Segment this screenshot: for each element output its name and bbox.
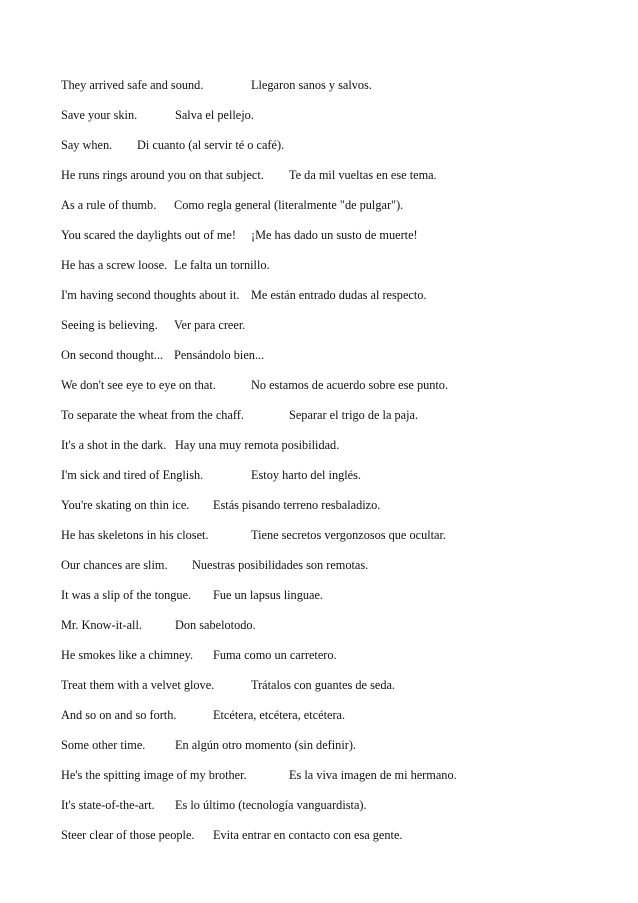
english-phrase: You're skating on thin ice. <box>61 498 190 512</box>
english-phrase: He smokes like a chimney. <box>61 648 194 662</box>
spanish-translation: Como regla general (literalmente "de pulgar"). <box>174 198 404 212</box>
spanish-translation: Estás pisando terreno resbaladizo. <box>213 498 381 512</box>
english-phrase: He has skeletons in his closet. <box>61 528 209 542</box>
spanish-translation: Pensándolo bien... <box>174 348 265 362</box>
spanish-translation: Separar el trigo de la paja. <box>289 408 419 422</box>
phrase-line-21 <box>61 676 621 694</box>
spanish-translation: Es la viva imagen de mi hermano. <box>289 768 457 782</box>
spanish-translation: Evita entrar en contacto con esa gente. <box>213 828 403 842</box>
spanish-translation: Etcétera, etcétera, etcétera. <box>213 708 346 722</box>
spanish-translation: Tiene secretos vergonzosos que ocultar. <box>251 528 447 542</box>
phrase-line-17 <box>61 556 621 574</box>
phrase-line-25 <box>61 796 621 814</box>
english-phrase: And so on and so forth. <box>61 708 177 722</box>
spanish-translation: Te da mil vueltas en ese tema. <box>289 168 437 182</box>
english-phrase: It's a shot in the dark. <box>61 438 167 452</box>
phrase-line-11 <box>61 376 621 394</box>
phrase-line-26 <box>61 826 621 844</box>
spanish-translation: Ver para creer. <box>174 318 246 332</box>
phrase-line-14 <box>61 466 621 484</box>
spanish-translation: No estamos de acuerdo sobre ese punto. <box>251 378 449 392</box>
english-phrase: Say when. <box>61 138 113 152</box>
spanish-translation: Estoy harto del inglés. <box>251 468 361 482</box>
phrase-line-1 <box>61 76 621 94</box>
spanish-translation: Le falta un tornillo. <box>174 258 270 272</box>
english-phrase: As a rule of thumb. <box>61 198 157 212</box>
spanish-translation: ¡Me has dado un susto de muerte! <box>251 228 418 242</box>
english-phrase: You scared the daylights out of me! <box>61 228 236 242</box>
spanish-translation: Fue un lapsus linguae. <box>213 588 323 602</box>
phrase-line-20 <box>61 646 621 664</box>
phrase-line-12 <box>61 406 621 424</box>
spanish-translation: Trátalos con guantes de seda. <box>251 678 396 692</box>
spanish-translation: Don sabelotodo. <box>175 618 256 632</box>
english-phrase: Seeing is believing. <box>61 318 158 332</box>
english-phrase: We don't see eye to eye on that. <box>61 378 216 392</box>
phrase-line-19 <box>61 616 621 634</box>
spanish-translation: Nuestras posibilidades son remotas. <box>192 558 369 572</box>
english-phrase: On second thought... <box>61 348 164 362</box>
english-phrase: Steer clear of those people. <box>61 828 195 842</box>
spanish-translation: Fuma como un carretero. <box>213 648 337 662</box>
spanish-translation: Salva el pellejo. <box>175 108 254 122</box>
phrase-line-23 <box>61 736 621 754</box>
phrase-line-2 <box>61 106 621 124</box>
english-phrase: Save your skin. <box>61 108 138 122</box>
english-phrase: It's state-of-the-art. <box>61 798 155 812</box>
spanish-translation: Hay una muy remota posibilidad. <box>175 438 340 452</box>
english-phrase: It was a slip of the tongue. <box>61 588 192 602</box>
spanish-translation: Di cuanto (al servir té o café). <box>137 138 285 152</box>
phrase-line-10 <box>61 346 621 364</box>
phrase-line-9 <box>61 316 621 334</box>
phrase-line-15 <box>61 496 621 514</box>
english-phrase: I'm having second thoughts about it. <box>61 288 240 302</box>
phrase-line-3 <box>61 136 621 154</box>
english-phrase: I'm sick and tired of English. <box>61 468 204 482</box>
english-phrase: He's the spitting image of my brother. <box>61 768 247 782</box>
english-phrase: To separate the wheat from the chaff. <box>61 408 244 422</box>
english-phrase: He has a screw loose. <box>61 258 168 272</box>
english-phrase: Some other time. <box>61 738 146 752</box>
english-phrase: Mr. Know-it-all. <box>61 618 142 632</box>
english-phrase: Our chances are slim. <box>61 558 168 572</box>
phrase-line-4 <box>61 166 621 184</box>
phrase-line-16 <box>61 526 621 544</box>
phrase-line-18 <box>61 586 621 604</box>
english-phrase: Treat them with a velvet glove. <box>61 678 215 692</box>
phrase-line-24 <box>61 766 621 784</box>
english-phrase: They arrived safe and sound. <box>61 78 204 92</box>
phrase-line-7 <box>61 256 621 274</box>
spanish-translation: Llegaron sanos y salvos. <box>251 78 372 92</box>
phrase-line-22 <box>61 706 621 724</box>
spanish-translation: Me están entrado dudas al respecto. <box>251 288 427 302</box>
spanish-translation: En algún otro momento (sin definir). <box>175 738 357 752</box>
phrase-line-5 <box>61 196 621 214</box>
spanish-translation: Es lo último (tecnología vanguardista). <box>175 798 367 812</box>
phrase-line-8 <box>61 286 621 304</box>
phrase-line-13 <box>61 436 621 454</box>
phrase-line-6 <box>61 226 621 244</box>
english-phrase: He runs rings around you on that subject. <box>61 168 264 182</box>
